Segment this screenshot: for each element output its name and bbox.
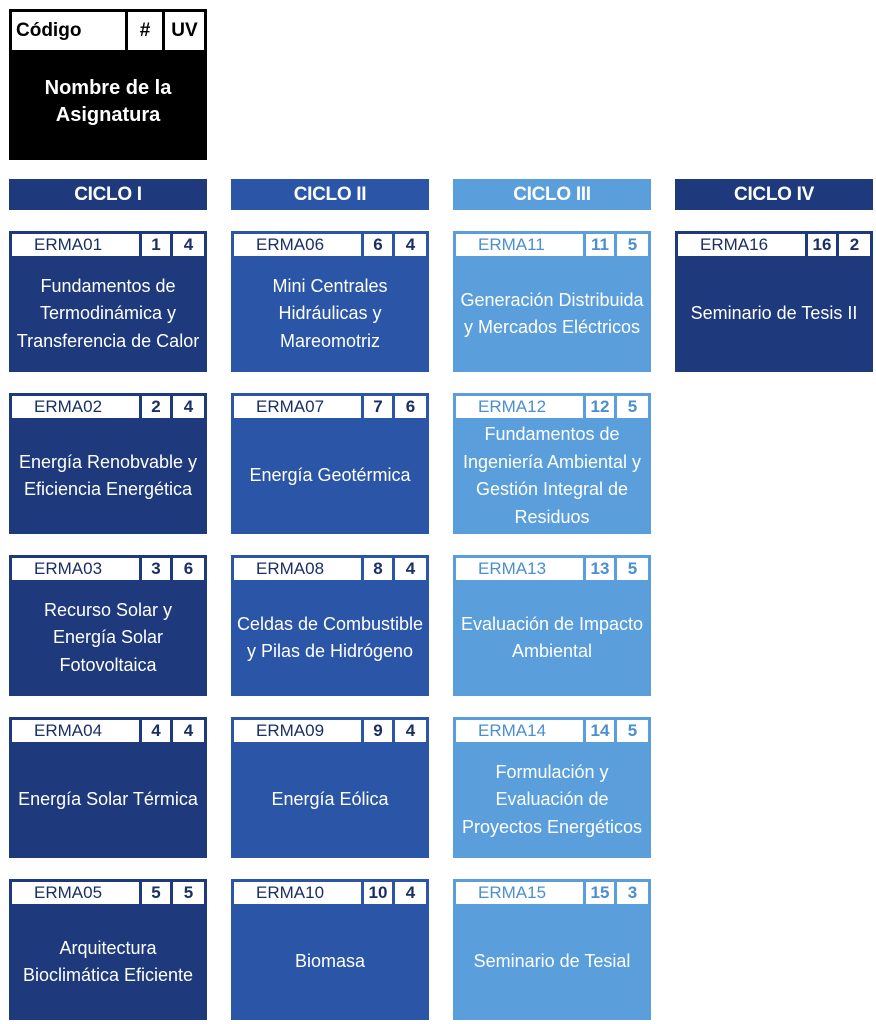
course-number: 4	[142, 720, 170, 742]
course-card-erma06	[231, 231, 429, 372]
course-number: 16	[808, 234, 836, 256]
course-uv: 5	[617, 720, 648, 742]
course-uv: 2	[839, 234, 870, 256]
course-name: Mini Centrales Hidráulicas y Mareomotriz	[272, 275, 388, 351]
course-name: Energía Renobvable y Eficiencia Energética	[18, 451, 198, 499]
course-number: 8	[364, 558, 392, 580]
course-card-erma13	[453, 555, 651, 696]
legend-code-label: Código	[12, 12, 125, 50]
course-code: ERMA10	[234, 882, 361, 904]
course-name: Generación Distribuida y Mercados Eléctricos	[460, 289, 644, 337]
course-name: Arquitectura Bioclimática Eficiente	[22, 937, 194, 985]
course-uv: 5	[617, 396, 648, 418]
course-uv: 6	[395, 396, 426, 418]
course-name: Seminario de Tesial	[473, 951, 631, 972]
course-number: 5	[142, 882, 170, 904]
course-number: 13	[586, 558, 614, 580]
course-card-erma16	[675, 231, 873, 372]
course-number: 1	[142, 234, 170, 256]
course-number: 11	[586, 234, 614, 256]
course-number: 6	[364, 234, 392, 256]
course-code: ERMA16	[678, 234, 805, 256]
course-code: ERMA12	[456, 396, 583, 418]
legend-uv-label: UV	[165, 12, 204, 50]
course-name: Biomasa	[294, 951, 366, 972]
course-name: Seminario de Tesis II	[690, 303, 858, 324]
course-name: Energía Geotérmica	[249, 465, 411, 486]
course-card-erma10	[231, 879, 429, 1020]
course-code: ERMA13	[456, 558, 583, 580]
course-card-erma14	[453, 717, 651, 858]
course-card-erma07	[231, 393, 429, 534]
course-card-erma11	[453, 231, 651, 372]
course-uv: 4	[395, 720, 426, 742]
course-code: ERMA08	[234, 558, 361, 580]
course-number: 12	[586, 396, 614, 418]
course-uv: 4	[173, 396, 204, 418]
course-code: ERMA15	[456, 882, 583, 904]
course-card-erma09	[231, 717, 429, 858]
course-uv: 4	[395, 558, 426, 580]
course-uv: 4	[173, 234, 204, 256]
course-uv: 4	[395, 234, 426, 256]
course-number: 15	[586, 882, 614, 904]
course-code: ERMA05	[12, 882, 139, 904]
course-name: Formulación y Evaluación de Proyectos Energéticos	[461, 761, 643, 837]
course-card-erma03	[9, 555, 207, 696]
course-card-erma12	[453, 393, 651, 534]
legend-number-label: #	[128, 12, 162, 50]
course-name: Fundamentos de Termodinámica y Transferencia de Calor	[16, 275, 200, 351]
course-uv: 5	[173, 882, 204, 904]
course-card-erma08	[231, 555, 429, 696]
course-uv: 4	[395, 882, 426, 904]
course-card-erma15	[453, 879, 651, 1020]
legend-header	[12, 12, 204, 50]
course-code: ERMA04	[12, 720, 139, 742]
legend-name-label: Nombre de la Asignatura	[44, 77, 172, 126]
course-code: ERMA03	[12, 558, 139, 580]
course-code: ERMA07	[234, 396, 361, 418]
course-card-erma02	[9, 393, 207, 534]
cycle-header-3: CICLO III	[453, 179, 651, 210]
course-name: Evaluación de Impacto Ambiental	[460, 613, 644, 661]
cycle-header-4: CICLO IV	[675, 179, 873, 210]
course-name: Energía Eólica	[271, 789, 389, 810]
course-card-erma05	[9, 879, 207, 1020]
course-number: 14	[586, 720, 614, 742]
cycle-header-2: CICLO II	[231, 179, 429, 210]
course-number: 9	[364, 720, 392, 742]
course-number: 10	[364, 882, 392, 904]
course-code: ERMA06	[234, 234, 361, 256]
course-name: Energía Solar Térmica	[18, 789, 198, 810]
course-card-erma04	[9, 717, 207, 858]
course-code: ERMA02	[12, 396, 139, 418]
course-number: 7	[364, 396, 392, 418]
course-uv: 3	[617, 882, 648, 904]
course-number: 3	[142, 558, 170, 580]
course-card-erma01	[9, 231, 207, 372]
course-uv: 5	[617, 234, 648, 256]
course-uv: 5	[617, 558, 648, 580]
legend-box	[9, 9, 207, 160]
course-uv: 6	[173, 558, 204, 580]
course-code: ERMA01	[12, 234, 139, 256]
course-number: 2	[142, 396, 170, 418]
course-code: ERMA11	[456, 234, 583, 256]
course-code: ERMA14	[456, 720, 583, 742]
course-code: ERMA09	[234, 720, 361, 742]
cycle-header-1: CICLO I	[9, 179, 207, 210]
course-uv: 4	[173, 720, 204, 742]
course-name: Fundamentos de Ingeniería Ambiental y Gestión Integral de Residuos	[462, 424, 642, 527]
course-name: Recurso Solar y Energía Solar Fotovoltaica	[43, 599, 173, 675]
course-name: Celdas de Combustible y Pilas de Hidrógeno	[236, 613, 424, 661]
